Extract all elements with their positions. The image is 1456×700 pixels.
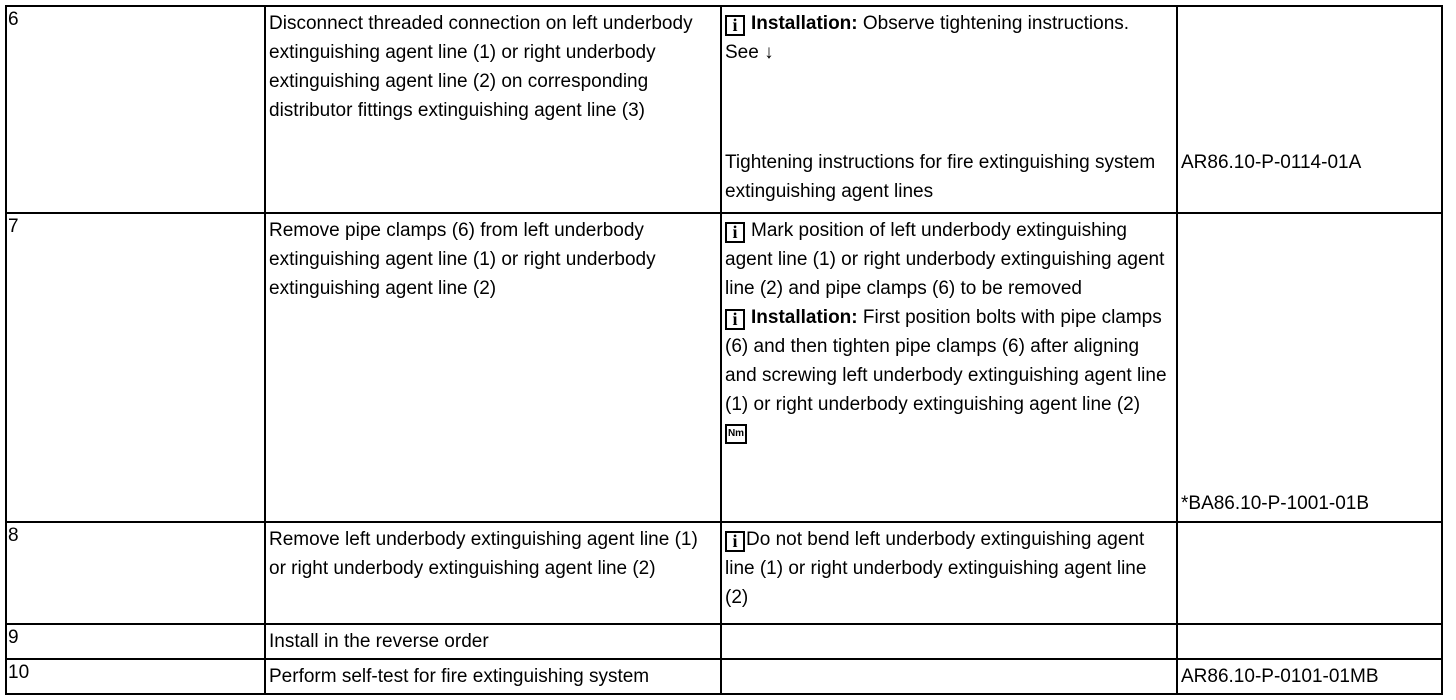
doc-reference[interactable]: *BA86.10-P-1001-01B [1181,493,1370,514]
installation-label: Installation: [751,13,858,34]
info-icon: i [725,222,745,243]
note-cell [721,213,1177,522]
note-text: First position bolts with pipe clamps (6) and then tighten pipe clamps (6) after aligning and screwing left underbody extinguishing agent line (1) or right underbody extinguishing agent line (2) [725,307,1167,415]
step-number: 9 [6,624,265,659]
note-text: Observe tightening instructions. [862,13,1130,34]
table-row [6,213,1442,522]
step-number: 6 [6,6,265,213]
action-text: Perform self-test for fire extinguishing system [265,659,721,694]
torque-icon[interactable]: Nm [725,424,747,444]
table-row [6,6,1442,213]
doc-reference [1177,522,1442,624]
see-link[interactable]: See ↓ [725,42,774,63]
action-text: Install in the reverse order [265,624,721,659]
note-cell [721,659,1177,694]
doc-reference [1177,624,1442,659]
note-cell [721,522,1177,624]
table-row [6,624,1442,659]
doc-ref-cell [1177,6,1442,213]
info-icon: i [725,531,745,552]
note-text: Mark position of left underbody extinguishing agent line (1) or right underbody extinguishing agent line (2) and pipe clamps (6) to be removed [725,220,1165,299]
info-icon: i [725,309,745,330]
action-text: Remove left underbody extinguishing agent line (1) or right underbody extinguishing agent line (2) [265,522,721,624]
installation-label: Installation: [751,307,858,328]
action-text: Remove pipe clamps (6) from left underbody extinguishing agent line (1) or right underbody extinguishing agent line (2) [265,213,721,522]
doc-reference[interactable]: AR86.10-P-0114-01A [1181,152,1362,173]
note-cell [721,6,1177,213]
procedure-table [5,5,1443,695]
table-row [6,522,1442,624]
doc-ref-cell [1177,213,1442,522]
note-text: Do not bend left underbody extinguishing agent line (1) or right underbody extinguishing agent line (2) [725,529,1147,608]
table-row [6,659,1442,694]
step-number: 10 [6,659,265,694]
action-text: Disconnect threaded connection on left underbody extinguishing agent line (1) or right underbody extinguishing agent line (2) on corresponding distributor fittings extinguishing agent line (3) [265,6,721,213]
note-cell [721,624,1177,659]
step-number: 7 [6,213,265,522]
reference-description: Tightening instructions for fire extinguishing system extinguishing agent lines [725,152,1156,202]
info-icon: i [725,15,745,36]
step-number: 8 [6,522,265,624]
doc-reference[interactable]: AR86.10-P-0101-01MB [1177,659,1442,694]
